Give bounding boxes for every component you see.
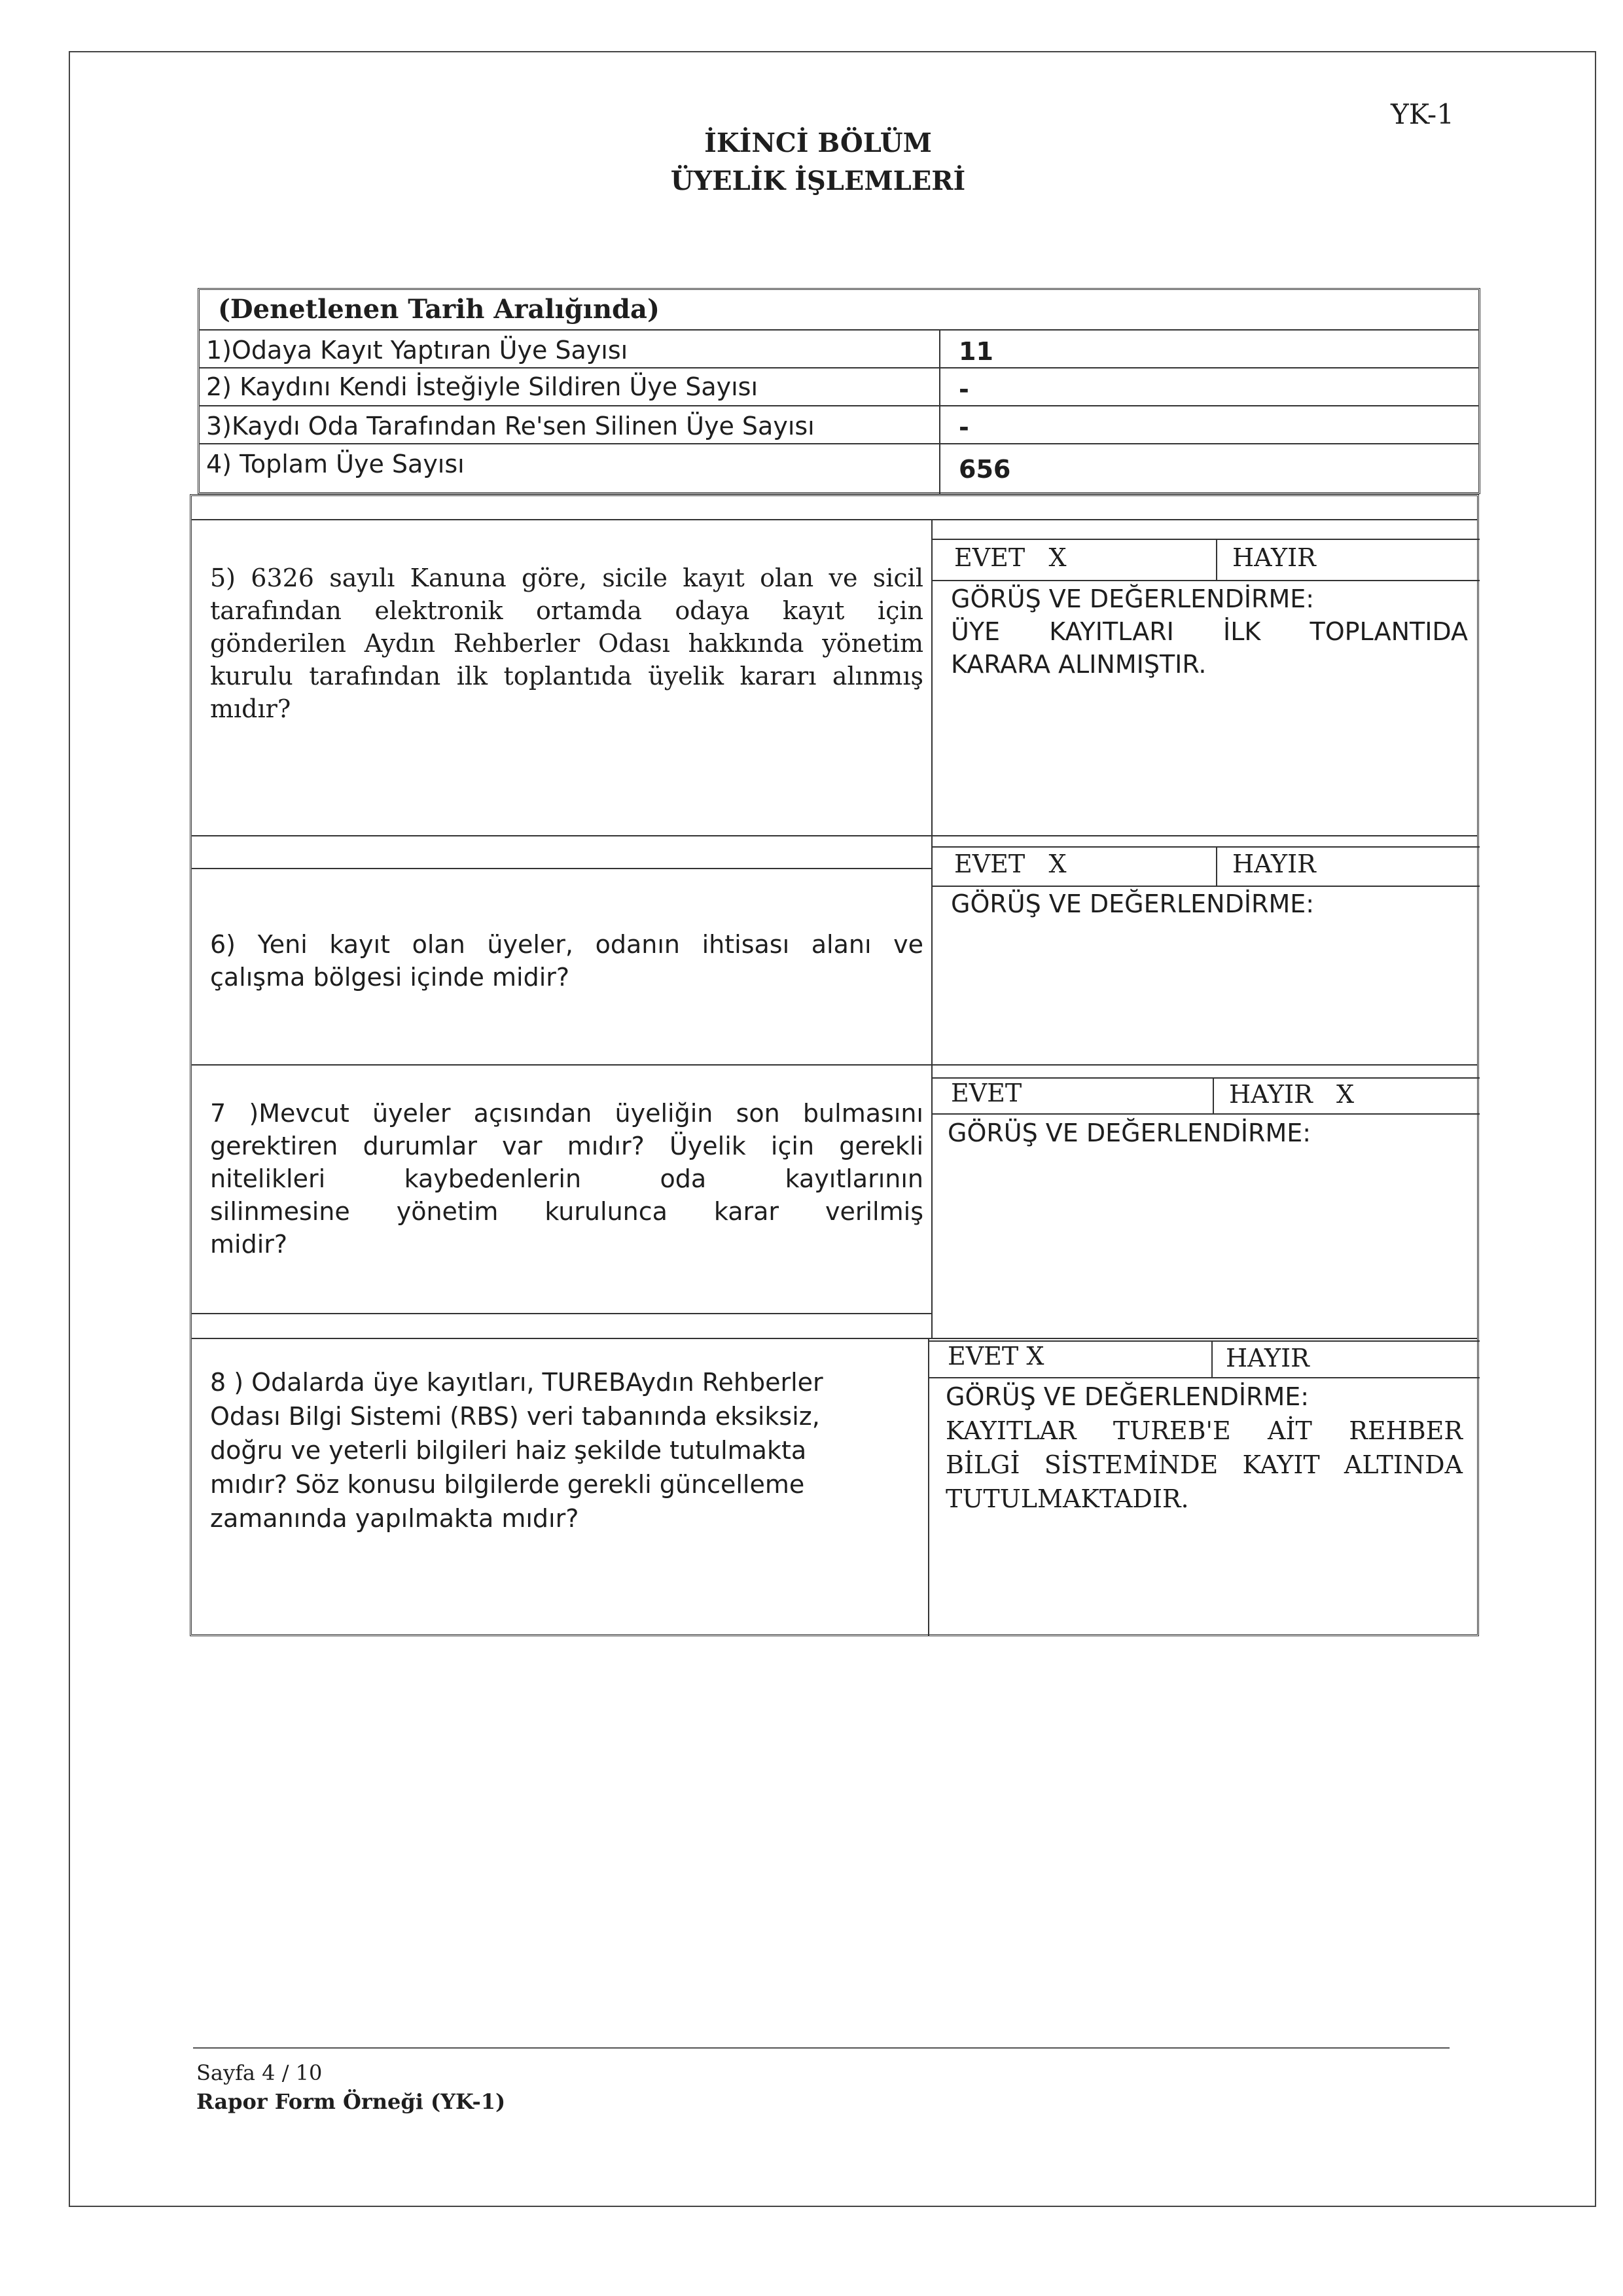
opinion-8	[946, 1380, 1463, 1516]
no-option: HAYIR X	[1229, 1080, 1355, 1109]
table-row	[200, 331, 1478, 368]
row-divider	[931, 886, 1480, 887]
opinion-line: TUTULMAKTADIR.	[946, 1484, 1189, 1513]
column-divider	[931, 835, 933, 1064]
table-row	[200, 406, 1478, 444]
question-line: mıdır? Söz konusu bilgilerde gerekli güncelleme	[210, 1470, 805, 1499]
form-name: Rapor Form Örneği (YK-1)	[196, 2089, 506, 2114]
question-line: doğru ve yeterli bilgileri haiz şekilde tutulmakta	[210, 1436, 807, 1465]
no-option: HAYIR	[1232, 543, 1316, 572]
opinion-line: BİLGİ SİSTEMİNDE KAYIT ALTINDA	[946, 1450, 1463, 1479]
opinion-label: GÖRÜŞ VE DEĞERLENDİRME:	[948, 1119, 1311, 1147]
row-divider	[931, 1113, 1480, 1115]
opinion-label: GÖRÜŞ VE DEĞERLENDİRME:	[946, 1382, 1310, 1411]
question-8-text	[210, 1365, 917, 1535]
column-divider	[1216, 846, 1217, 886]
form-code: YK-1	[1391, 98, 1454, 130]
row-divider	[931, 846, 1480, 848]
column-divider	[1216, 539, 1217, 580]
column-divider	[1213, 1077, 1214, 1113]
column-divider	[931, 1064, 933, 1338]
summary-table	[198, 288, 1480, 494]
yes-option: EVET X	[954, 850, 1067, 878]
opinion-line: ÜYE KAYITLARI İLK TOPLANTIDA	[951, 617, 1468, 646]
question-line: silinmesine yönetim kurulunca karar verilmiş	[210, 1197, 923, 1226]
row-divider	[192, 1064, 1477, 1066]
question-line: 6) Yeni kayıt olan üyeler, odanın ihtisası alanı ve	[210, 930, 923, 959]
no-option: HAYIR	[1232, 850, 1316, 878]
question-line: kurulu tarafından ilk toplantıda üyelik kararı alınmış	[210, 662, 923, 691]
question-5-text	[210, 562, 923, 725]
opinion-5	[951, 583, 1468, 681]
yes-option: EVET X	[954, 543, 1067, 572]
question-line: tarafından elektronik ortamda odaya kayıt için	[210, 596, 923, 625]
opinion-line: KARARA ALINMIŞTIR.	[951, 650, 1207, 679]
row-value: 656	[959, 455, 1011, 484]
question-line: gerektiren durumlar var mıdır? Üyelik için gerekli	[210, 1132, 923, 1160]
row-divider	[931, 580, 1480, 581]
questions-table	[190, 494, 1479, 1636]
question-line: nitelikleri kaybedenlerin oda kayıtlarının	[210, 1164, 923, 1193]
opinion-label: GÖRÜŞ VE DEĞERLENDİRME:	[951, 584, 1315, 613]
opinion-label: GÖRÜŞ VE DEĞERLENDİRME:	[951, 889, 1315, 918]
row-label: 3)Kaydı Oda Tarafından Re'sen Silinen Üye Sayısı	[206, 412, 815, 440]
row-label: 2) Kaydını Kendi İsteğiyle Sildiren Üye Sayısı	[206, 372, 758, 401]
question-line: midir?	[210, 1230, 288, 1259]
yes-option: EVET	[951, 1079, 1022, 1107]
footer-rule	[193, 2047, 1450, 2049]
row-divider	[931, 539, 1480, 540]
section-subtitle: ÜYELİK İŞLEMLERİ	[670, 166, 966, 196]
summary-heading-row	[200, 290, 1478, 331]
no-option: HAYIR	[1226, 1344, 1310, 1372]
opinion-6	[951, 888, 1468, 920]
question-6-text	[210, 928, 923, 994]
summary-heading: (Denetlenen Tarih Aralığında)	[218, 294, 660, 325]
row-divider	[192, 835, 1477, 836]
row-divider	[192, 868, 931, 869]
column-divider	[939, 331, 940, 494]
question-line: zamanında yapılmakta mıdır?	[210, 1504, 579, 1533]
section-heading	[654, 124, 982, 200]
question-7-text	[210, 1097, 923, 1261]
question-line: 8 ) Odalarda üye kayıtları, TUREBAydın Rehberler	[210, 1368, 823, 1397]
question-line: mıdır?	[210, 694, 291, 723]
row-value: -	[959, 375, 969, 404]
question-line: 5) 6326 sayılı Kanuna göre, sicile kayıt olan ve sicil	[210, 564, 923, 592]
row-divider	[928, 1377, 1480, 1378]
table-row	[200, 444, 1478, 492]
opinion-line: KAYITLAR TUREB'E AİT REHBER	[946, 1416, 1463, 1445]
table-row	[200, 368, 1478, 406]
column-divider	[931, 519, 933, 835]
row-value: -	[959, 413, 969, 442]
footer	[196, 2058, 505, 2116]
column-divider	[1211, 1340, 1213, 1377]
row-divider	[192, 519, 1477, 520]
section-title: İKİNCİ BÖLÜM	[704, 128, 932, 158]
yes-option: EVET X	[948, 1342, 1044, 1371]
column-divider	[928, 1338, 929, 1636]
row-label: 1)Odaya Kayıt Yaptıran Üye Sayısı	[206, 336, 628, 365]
question-line: 7 )Mevcut üyeler açısından üyeliğin son bulmasını	[210, 1099, 923, 1128]
row-divider	[192, 1338, 1477, 1339]
row-divider	[192, 1313, 931, 1314]
opinion-7	[948, 1117, 1465, 1149]
row-value: 11	[959, 337, 993, 366]
row-label: 4) Toplam Üye Sayısı	[206, 450, 465, 478]
question-line: Odası Bilgi Sistemi (RBS) veri tabanında eksiksiz,	[210, 1402, 820, 1431]
page-label: Sayfa 4 / 10	[196, 2060, 323, 2085]
question-line: gönderilen Aydın Rehberler Odası hakkında yönetim	[210, 629, 923, 658]
question-line: çalışma bölgesi içinde midir?	[210, 963, 570, 992]
